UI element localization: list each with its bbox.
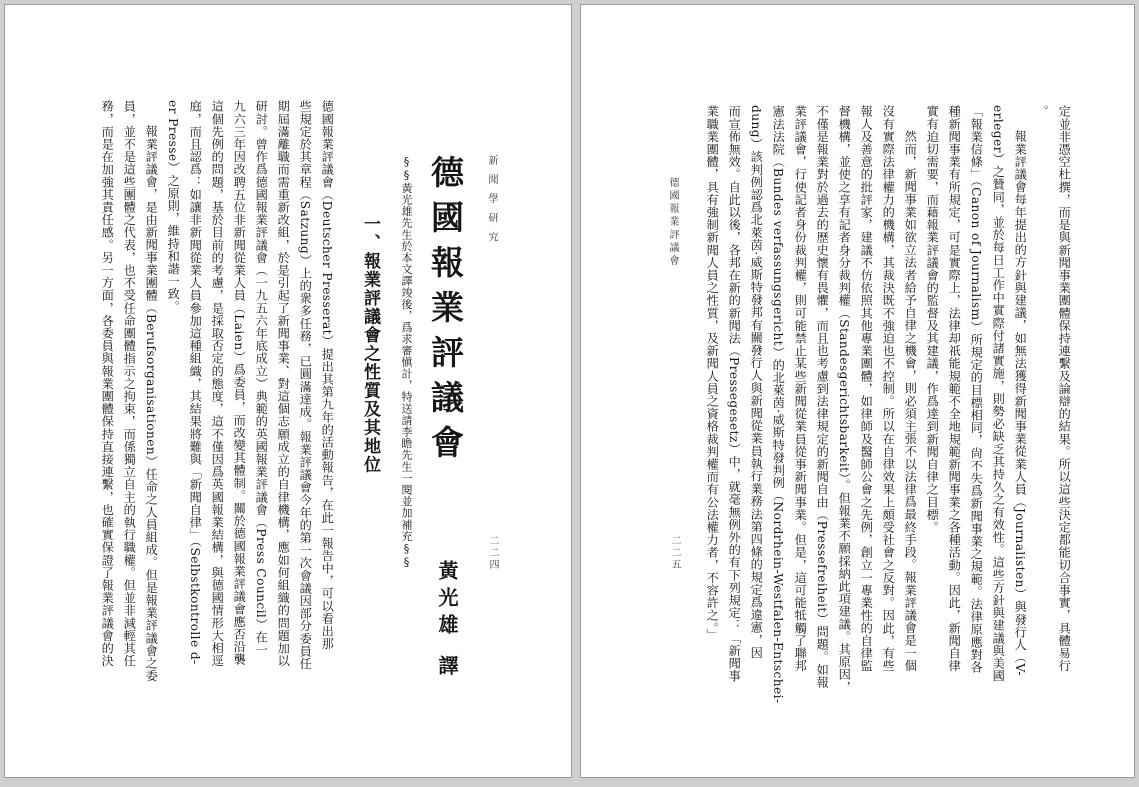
text-line: 督機構，並使之享有記者身分裁判權（Standesgerichtsbarkeit）。但報業不願採納此項建議。其原因， (837, 105, 852, 694)
text-line: 業職業團體，具有強制新聞人員之性質，及新聞人員之資格裁判權而有公法權力者，不容許之。」 (705, 105, 720, 641)
text-line: 。 (1035, 105, 1050, 118)
text-line: 些規定於其章程（Satzung）上的衆多任務，已圓滿達成。報業評議會今年的第一次會議因部分委員任 (298, 100, 313, 670)
right-page (580, 4, 1135, 778)
page-number: 二二四 (487, 535, 498, 571)
text-line: 沒有實際法律權力的機構，其裁決既不強迫也不控制。所以在自律效果上頗受社會之反對。因此，有些 (881, 105, 896, 672)
text-line: dung）該判例認爲北萊茵·威斯特發邦有關發行人與新聞從業員執行業務法第四條的規定爲違憲，因 (749, 105, 764, 659)
translator-name: 黃光雄 譯 (435, 560, 459, 682)
text-line: erleger）之贊同，並於每日工作中實際付諸實施，則勢必缺乏其持久之有效性。這些方針與建議與美國 (991, 105, 1006, 682)
text-line: 務，而是在加強其責任感。另一方面，各委員與報業團體保持直接連繫，也確實保證了報業評議會的決 (100, 100, 115, 667)
text-line: 「報業信條」（Canon of Journalism）所規定的目標相同，尙不失爲新聞事業之規範。法律原應對各 (969, 105, 984, 674)
article-title: 德國報業評議會 (426, 155, 465, 470)
text-line: 然而，新聞事業如欲立法者給予自律之機會，則必須主張不以法律爲最終手段。報業評議會是一個 (903, 130, 918, 672)
text-line: 德國報業評議會（Deutscher Presserat）提出其第九年的活動報告，在此一報告中，可以看出那 (320, 100, 335, 650)
text-line: 憲法法院（Bundes verfassungsgericht）的北萊茵·威斯特發判例（Nordrhein-Westfalen-Entschei- (771, 105, 786, 704)
text-line: 期屆滿離職而需重新改組，於是引起了新聞事業、對這個志願成立的自律機構，應如何組織的問題加以 (276, 100, 291, 667)
text-line: 庭，而且認爲：如讓非新聞從業人員參加這種組織，其結果將難與「新聞自律」（Selbstkontrolle d- (188, 100, 203, 665)
text-line: 定並非憑空杜撰，而是與新聞事業團體保持連繫及論辯的結果。所以這些決定都能切合事實，具體易行 (1057, 105, 1072, 672)
section-title: 一、報業評議會之性質及其地位 (360, 215, 380, 474)
text-line: 研討。曾作爲德國報業評議會（一九五六年底成立）典範的英國報業評議會（Press Council）在一 (254, 100, 269, 657)
page-number: 二二五 (669, 535, 680, 571)
text-line: 種新聞事業有所規定，可是實際上，法律却祇能規範不全地規範新聞事業之各種活動。因此，新聞自律 (947, 105, 962, 672)
translator-note: §§黃光雄先生於本文譯竣後，爲求審愼計，特送請李瞻先生一閱並加補充§§ (400, 155, 413, 569)
running-header: 德國報業評議會 (667, 177, 678, 268)
text-line: 實有迫切需要，而藉報業評議會的監督及其建議，作爲達到新聞自律之目標。 (925, 105, 940, 534)
text-line: 九六三年因改聘五位非新聞從業人員（Laien）爲委員，而改變其體制。關於德國報業評議會應否沿襲 (232, 100, 247, 666)
text-line: 業評議會，行使記者身份裁判權，則可能禁止某些新聞從業員從事新聞事業。但是，這可能牴觸了聯邦 (793, 105, 808, 672)
running-header: 新 聞 學 研 究 (486, 155, 497, 245)
text-line: 報業評議會，是由新聞事業團體（Berufsorganisationen）任命之人員組成。但是報業評議會之委 (144, 125, 159, 682)
left-page (4, 4, 572, 778)
text-line: 不僅是報業對於過去的歷史懷有畏懼，而且也考慮到法律規定的新聞自由（Pressefreiheit）問題。如報 (815, 105, 830, 689)
text-line: 報人及善意的批評家，建議不仿依照其他專業團體，如律師及醫師公會之先例，創立一專業性的自律監 (859, 105, 874, 672)
text-line: 這個先例的問題，基於目前的考慮，是採取否定的態度，這不僅因爲英國報業結構，與德國情形大相逕 (210, 100, 225, 667)
text-line: 而宣佈無效。自此以後，各邦在新的新聞法（Pressegesetz）中，就毫無例外的有下列規定：「新聞事 (727, 105, 742, 682)
text-line: er Presse）之原則，維持和諧一致。 (166, 100, 181, 313)
text-line: 員，並不是這些團體之代表，也不受任命團體指示之拘束，而係獨立自主的執行職權。但並非減輕其任 (122, 100, 137, 667)
text-line: 報業評議會每年提出的方針與建議，如無法獲得新聞事業從業人員（Journalisten）與發行人（V- (1013, 130, 1028, 677)
